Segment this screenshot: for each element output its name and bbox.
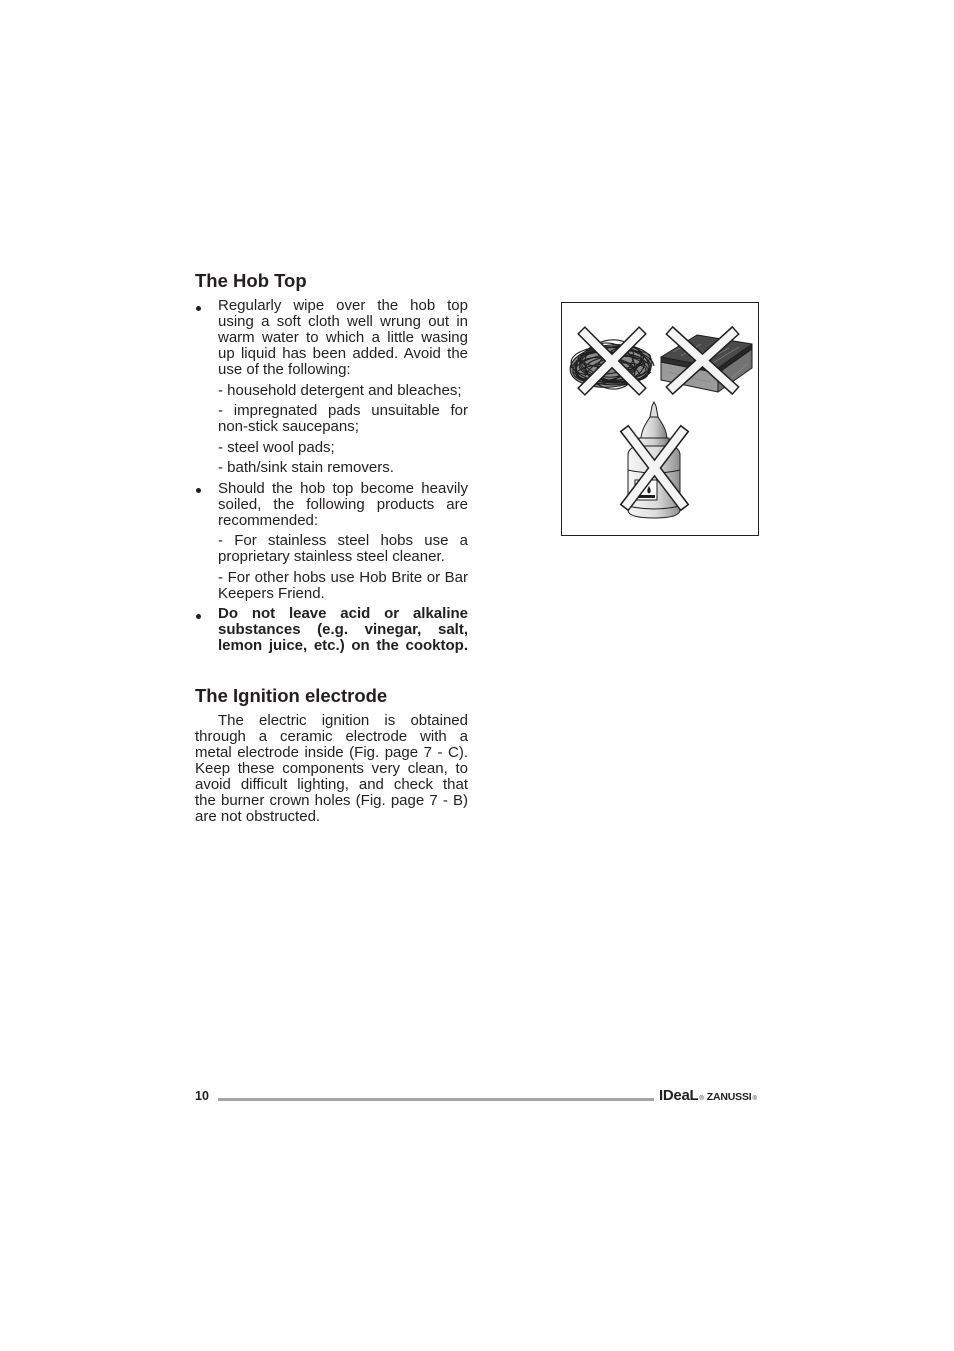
text-line: soiled, the following products are: [218, 495, 468, 513]
sub-item: [195, 570, 468, 602]
text-line: up liquid has been added. Avoid the: [218, 345, 468, 362]
text-line: - bath/sink stain removers.: [218, 459, 394, 476]
section-heading-ignition-electrode: The Ignition electrode: [195, 685, 388, 706]
text-line: substances (e.g. vinegar, salt,: [218, 621, 468, 638]
text-line: lemon juice, etc.) on the cooktop.: [218, 637, 468, 654]
products-to-avoid-illustration: [561, 302, 759, 536]
section-heading-hob-top: The Hob Top: [195, 270, 307, 291]
text-line: Keep these components very clean, to: [195, 760, 468, 777]
text-line: avoid difficult lighting, and check that: [195, 776, 468, 793]
text-line: Keepers Friend.: [218, 584, 325, 602]
sub-item: [195, 533, 468, 565]
text-line: are not obstructed.: [195, 808, 321, 825]
registered-mark: ®: [752, 1096, 757, 1102]
text-line: proprietary stainless steel cleaner.: [218, 548, 445, 565]
page-number: 10: [195, 1089, 209, 1103]
text-line: recommended:: [218, 511, 319, 529]
text-line: metal electrode inside (Fig. page 7 - C).: [195, 744, 468, 761]
bullet-icon: [196, 488, 201, 493]
text-line: Should the hob top become heavily: [218, 479, 468, 497]
text-line: using a soft cloth well wrung out in: [218, 313, 468, 330]
sub-item: [195, 460, 468, 476]
bullet-icon: [196, 614, 201, 619]
brand-ideal: IDeaL: [659, 1087, 699, 1104]
text-line: Do not leave acid or alkaline: [218, 605, 468, 622]
bullet-icon: [196, 306, 201, 311]
text-line: - For other hobs use Hob Brite or Bar: [218, 568, 468, 586]
text-line: The electric ignition is obtained: [218, 712, 468, 729]
footer-rule: [218, 1098, 654, 1101]
text-line: through a ceramic electrode with a: [195, 728, 468, 745]
sub-item: [195, 383, 468, 399]
text-line: - For stainless steel hobs use a: [218, 532, 468, 549]
hob-top-instructions: [195, 298, 468, 659]
text-line: - household detergent and bleaches;: [218, 381, 462, 399]
text-line: - impregnated pads unsuitable for: [218, 402, 468, 419]
bullet-item: [195, 298, 468, 378]
brand-zanussi: ZANUSSI: [706, 1091, 752, 1103]
registered-mark: ®: [699, 1096, 704, 1102]
text-line: warm water to which a little wasing: [218, 329, 468, 346]
text-line: the burner crown holes (Fig. page 7 - B): [195, 792, 468, 809]
brand-logo: [659, 1087, 760, 1104]
text-line: - steel wool pads;: [218, 438, 335, 456]
ignition-paragraph: [195, 713, 468, 825]
sub-item: [195, 440, 468, 456]
text-line: non-stick saucepans;: [218, 418, 359, 435]
warning-bullet-item: [195, 606, 468, 654]
bullet-item: [195, 481, 468, 529]
sub-item: [195, 403, 468, 435]
text-line: use of the following:: [218, 361, 351, 378]
text-line: Regularly wipe over the hob top: [218, 297, 468, 314]
illustration-box: [561, 302, 759, 536]
